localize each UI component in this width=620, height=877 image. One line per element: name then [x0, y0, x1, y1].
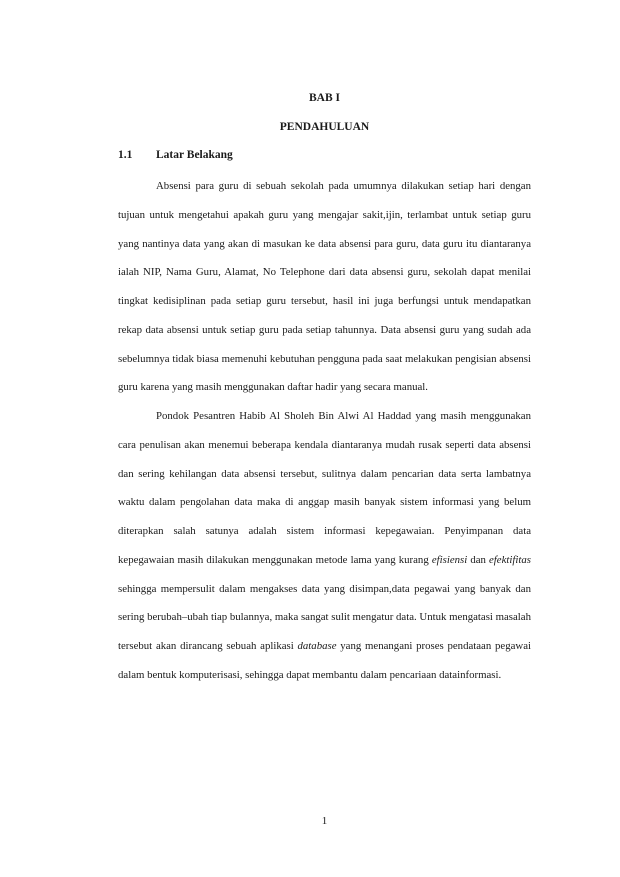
emphasis-efisiensi: efisiensi: [431, 553, 468, 566]
paragraph-2-text: yang menangani proses pendataan pegawai dalam bentuk komputerisasi, sehingga dapat membantu dalam pencariaan datainformasi.: [118, 640, 531, 681]
body-text: [118, 172, 531, 690]
paragraph-2: [118, 402, 531, 690]
page-number: 1: [321, 815, 328, 827]
section-title: Latar Belakang: [156, 149, 233, 161]
section-number: 1.1: [118, 149, 133, 161]
paragraph-1: Absensi para guru di sebuah sekolah pada umumnya dilakukan setiap hari dengan tujuan untuk mengetahui apakah guru yang mengajar sakit,ijin, terlambat untuk setiap guru yang nantinya data yang akan di masukan ke data absensi para guru, data guru itu diantaranya ialah NIP, Nama Guru, Alamat, No Telephone dari data absensi guru, sekolah dapat menilai tingkat kedisiplinan pada setiap guru tersebut, hasil ini juga berfungsi untuk mendapatkan rekap data absensi untuk setiap guru pada setiap tahunnya. Data absensi guru yang sudah ada sebelumnya tidak biasa memenuhi kebutuhan pengguna pada saat melakukan pengisian absensi guru karena yang masih menggunakan daftar hadir yang secara manual.: [118, 180, 531, 394]
chapter-heading: BAB I: [309, 92, 340, 104]
chapter-title: PENDAHULUAN: [279, 121, 370, 133]
emphasis-efektifitas: efektifitas: [489, 553, 531, 566]
paragraph-2-text: sehingga mempersulit dalam mengakses data yang disimpan,data pegawai yang banyak dan sering berubah–ubah tiap bulannya, maka sangat sulit mengatur data. Untuk mengatasi masalah tersebut akan dirancang sebuah aplikasi: [118, 582, 531, 652]
emphasis-database: database: [297, 640, 337, 652]
paragraph-2-text: dan: [467, 553, 490, 566]
section-heading: [118, 149, 233, 161]
paragraph-2-text: Pondok Pesantren Habib Al Sholeh Bin Alwi Al Haddad yang masih menggunakan cara penulisan akan menemui beberapa kendala diantaranya mudah rusak seperti data absensi dan sering kehilangan data absensi tersebut, sulitnya dalam pencarian data serta lambatnya waktu dalam pengolahan data maka di anggap masih banyak sistem informasi yang belum diterapkan salah satunya adalah sistem informasi kepegawaian. Penyimpanan data kepegawaian masih dilakukan menggunakan metode lama yang kurang: [118, 410, 531, 566]
